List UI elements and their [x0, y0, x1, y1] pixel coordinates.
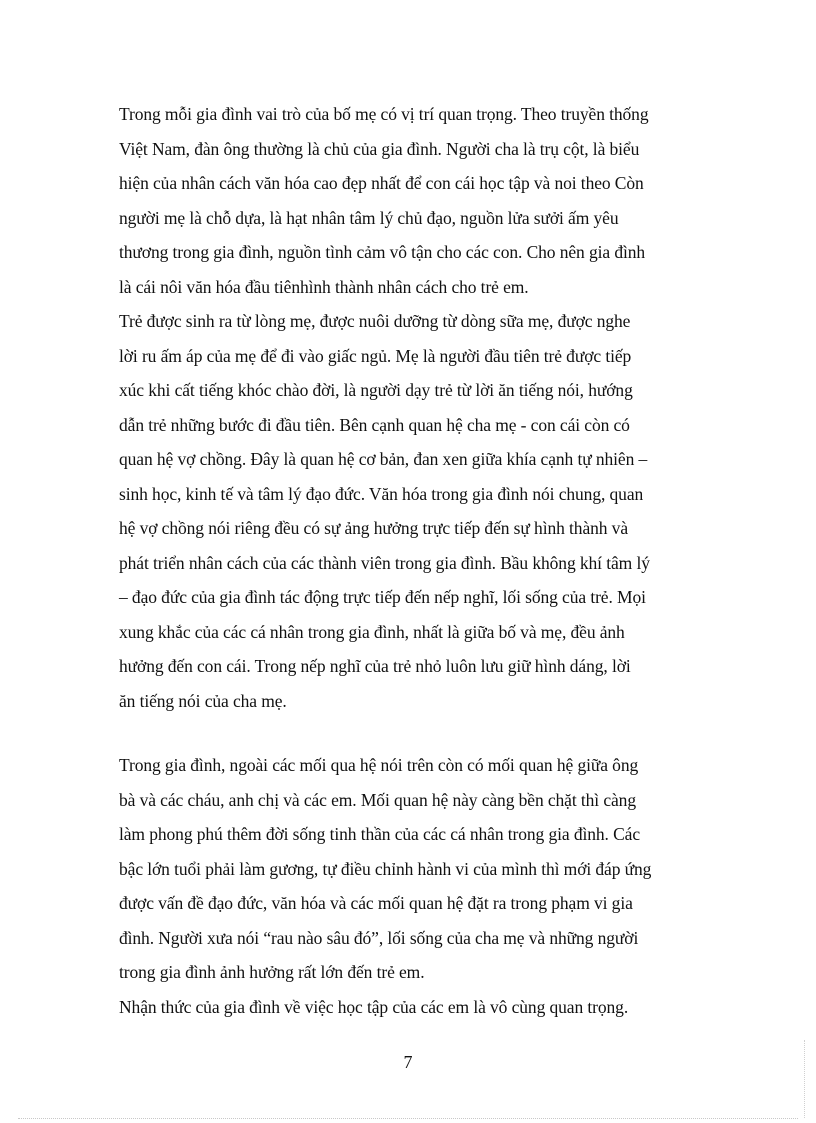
text-line: trong gia đình ảnh hưởng rất lớn đến trẻ em. — [119, 962, 425, 982]
text-line: lời ru ấm áp của mẹ để đi vào giấc ngủ. Mẹ là người đầu tiên trẻ được tiếp — [119, 345, 632, 366]
text-line: bà và các cháu, anh chị và các em. Mối quan hệ này càng bền chặt thì càng — [119, 789, 636, 810]
text-line: làm phong phú thêm đời sống tinh thần của các cá nhân trong gia đình. Các — [119, 824, 640, 844]
text-line: Trong gia đình, ngoài các mối qua hệ nói trên còn có mối quan hệ giữa ông — [119, 755, 639, 775]
page-border-bottom — [18, 1118, 798, 1119]
page-border-right — [804, 1040, 805, 1118]
text-block-family-roles — [119, 97, 699, 718]
text-line: ăn tiếng nói của cha mẹ. — [119, 690, 287, 711]
text-line: Nhận thức của gia đình về việc học tập của các em là vô cùng quan trọng. — [119, 996, 629, 1017]
text-line: hệ vợ chồng nói riêng đều có sự ảng hưởng trực tiếp đến sự hình thành và — [119, 518, 628, 538]
text-line: là cái nôi văn hóa đầu tiênhình thành nhân cách cho trẻ em. — [119, 276, 529, 297]
text-line: được vấn đề đạo đức, văn hóa và các mối quan hệ đặt ra trong phạm vi gia — [119, 893, 633, 913]
page-number: 7 — [403, 1052, 413, 1072]
text-line: Việt Nam, đàn ông thường là chủ của gia đình. Người cha là trụ cột, là biểu — [119, 138, 640, 159]
text-line: – đạo đức của gia đình tác động trực tiếp đến nếp nghĩ, lối sống của trẻ. Mọi — [119, 587, 646, 607]
text-line: thương trong gia đình, nguồn tình cảm vô tận cho các con. Cho nên gia đình — [119, 242, 646, 262]
text-line: quan hệ vợ chồng. Đây là quan hệ cơ bản, đan xen giữa khía cạnh tự nhiên – — [119, 449, 648, 469]
text-line: xúc khi cất tiếng khóc chào đời, là người dạy trẻ từ lời ăn tiếng nói, hướng — [119, 380, 633, 400]
text-line: người mẹ là chỗ dựa, là hạt nhân tâm lý chủ đạo, nguồn lửa sưởi ấm yêu — [119, 207, 619, 228]
text-line: Trong mỗi gia đình vai trò của bố mẹ có vị trí quan trọng. Theo truyền thống — [119, 104, 649, 124]
text-line: sinh học, kinh tế và tâm lý đạo đức. Văn hóa trong gia đình nói chung, quan — [119, 483, 644, 504]
text-line: đình. Người xưa nói “rau nào sâu đó”, lối sống của cha mẹ và những người — [119, 927, 639, 948]
text-block-extended-family — [119, 748, 699, 1024]
text-line: bậc lớn tuổi phải làm gương, tự điều chỉnh hành vi của mình thì mới đáp ứng — [119, 858, 652, 879]
text-line: phát triển nhân cách của các thành viên trong gia đình. Bầu không khí tâm lý — [119, 552, 650, 573]
text-line: xung khắc của các cá nhân trong gia đình, nhất là giữa bố và mẹ, đều ảnh — [119, 621, 625, 642]
text-line: hưởng đến con cái. Trong nếp nghĩ của trẻ nhỏ luôn lưu giữ hình dáng, lời — [119, 656, 631, 676]
text-line: Trẻ được sinh ra từ lòng mẹ, được nuôi dưỡng từ dòng sữa mẹ, được nghe — [119, 311, 631, 331]
text-line: hiện của nhân cách văn hóa cao đẹp nhất để con cái học tập và noi theo Còn — [119, 173, 644, 193]
text-line: dẫn trẻ những bước đi đầu tiên. Bên cạnh quan hệ cha mẹ - con cái còn có — [119, 414, 630, 435]
